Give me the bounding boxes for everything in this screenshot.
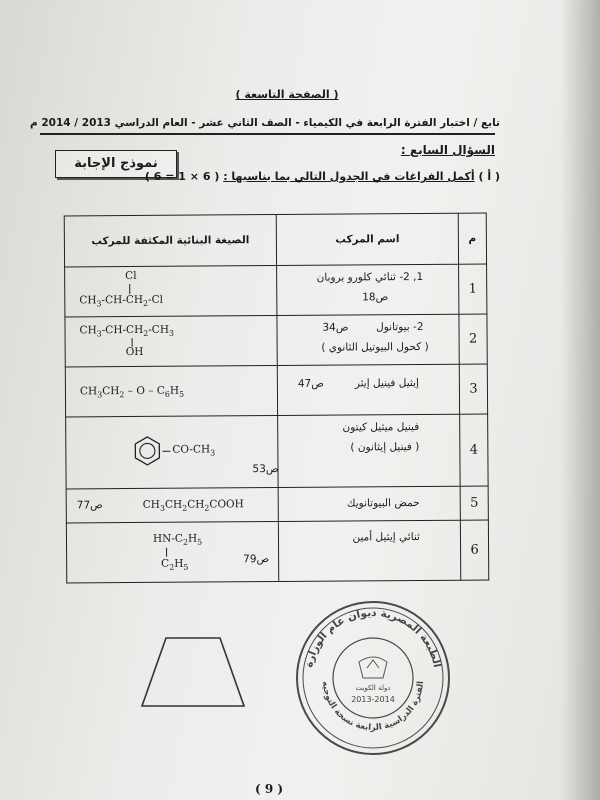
name-cell xyxy=(277,314,459,365)
answer-model-box: نموذج الإجابة xyxy=(55,150,177,178)
question-part: ( أ ) xyxy=(478,170,500,183)
table-row xyxy=(66,414,488,489)
benzene-ring-icon xyxy=(132,435,162,467)
header-number: م xyxy=(458,213,486,264)
page-reference: ص18 xyxy=(362,291,389,304)
paper-edge-shadow xyxy=(560,0,600,800)
formula-cell xyxy=(65,265,277,316)
formula-main: $CH_3CH_2CH_2COOH$ xyxy=(142,498,244,513)
row-number: 4 xyxy=(460,414,489,486)
formula-substituent: $C_2H_5$ xyxy=(161,557,189,572)
name-cell xyxy=(278,486,460,521)
stamp-center-text: دولة الكويت xyxy=(355,684,391,692)
formula-main: $CH_3-CH-CH_2-CH_3$ xyxy=(79,323,175,339)
bond-line xyxy=(166,548,167,557)
question-instruction xyxy=(145,170,500,183)
compound-alt-name: ( فينيل إيثانون ) xyxy=(350,441,420,454)
table-row xyxy=(65,264,487,317)
question-score: ( 6 × 1 = 6 ) xyxy=(144,170,220,183)
question-text: أكمل الفراغات في الجدول التالي بما يناسبها : xyxy=(223,170,475,183)
page-reference: ص79 xyxy=(243,553,270,566)
bond-line xyxy=(162,451,170,452)
table-row xyxy=(65,314,487,367)
header-divider xyxy=(40,133,495,135)
name-cell xyxy=(277,264,459,315)
table-row xyxy=(66,486,488,523)
compound-name: إيثيل فينيل إيثر xyxy=(354,377,419,390)
page-number: ( 9 ) xyxy=(255,782,284,796)
compound-name: ثنائي إيثيل أمين xyxy=(352,531,421,544)
formula-cell xyxy=(66,415,278,488)
name-cell xyxy=(278,520,460,581)
name-cell xyxy=(277,364,459,415)
compound-name: 2- بيوتانول xyxy=(376,320,424,334)
header-name: اسم المركب xyxy=(276,213,458,265)
stamp-inner-text: الفترة الدراسية الرابعة نسخة التوجيه xyxy=(319,680,427,734)
row-number: 2 xyxy=(459,314,487,364)
question-title: السؤال السابع : xyxy=(400,143,495,157)
name-cell xyxy=(278,414,460,487)
compound-name: فينيل ميثيل كيتون xyxy=(342,421,420,434)
stamp-outer-text: الطبعة المصرية ديوان عام الوزارة xyxy=(302,606,444,669)
kuwait-emblem-icon xyxy=(359,657,387,678)
table-row xyxy=(66,520,488,583)
header-formula: الصيغة البنائية المكثفة للمركب xyxy=(64,214,276,266)
formula-cell xyxy=(65,365,277,416)
page-label: ( الصفحة التاسعة ) xyxy=(235,88,339,101)
formula-main: $CH_3CH_2$ – O – $C_6H_5$ xyxy=(79,384,185,400)
formula-main: $CH_3-CH-CH_2-Cl$ xyxy=(79,293,164,309)
formula-substituent: OH xyxy=(125,345,144,359)
formula-cell xyxy=(66,521,278,582)
compound-alt-name: ( كحول البيوتيل الثانوي ) xyxy=(321,340,429,354)
table-row xyxy=(65,364,487,417)
compounds-table xyxy=(64,213,490,584)
row-number: 3 xyxy=(459,364,487,414)
formula-cell xyxy=(65,315,277,366)
formula-cell xyxy=(66,487,278,522)
row-number: 1 xyxy=(459,264,487,314)
page-reference: ص34 xyxy=(322,321,349,334)
compound-name: 1, 2- ثنائي كلورو بروبان xyxy=(316,270,424,284)
exam-header: تابع / اختبار الفترة الرابعة في الكيمياء - الصف الثاني عشر - العام الدراسي 2013 / 2014 م xyxy=(30,117,500,129)
compound-name: حمض البيوتانويك xyxy=(346,497,420,510)
page-reference: ص77 xyxy=(76,499,103,512)
row-number: 5 xyxy=(460,486,488,520)
row-number: 6 xyxy=(460,520,488,580)
ministry-stamp xyxy=(293,598,453,758)
page-reference: ص53 xyxy=(252,462,279,476)
bond-line xyxy=(129,284,130,294)
page-reference: ص47 xyxy=(297,377,324,390)
formula-main: $HN-C_2H_5$ xyxy=(152,532,203,547)
trapezoid-shape xyxy=(138,630,248,710)
formula-main: $CO-CH_3$ xyxy=(172,443,216,458)
stamp-years: 2013-2014 xyxy=(351,695,395,704)
table-header-row xyxy=(64,213,486,267)
formula-substituent: Cl xyxy=(125,269,137,283)
